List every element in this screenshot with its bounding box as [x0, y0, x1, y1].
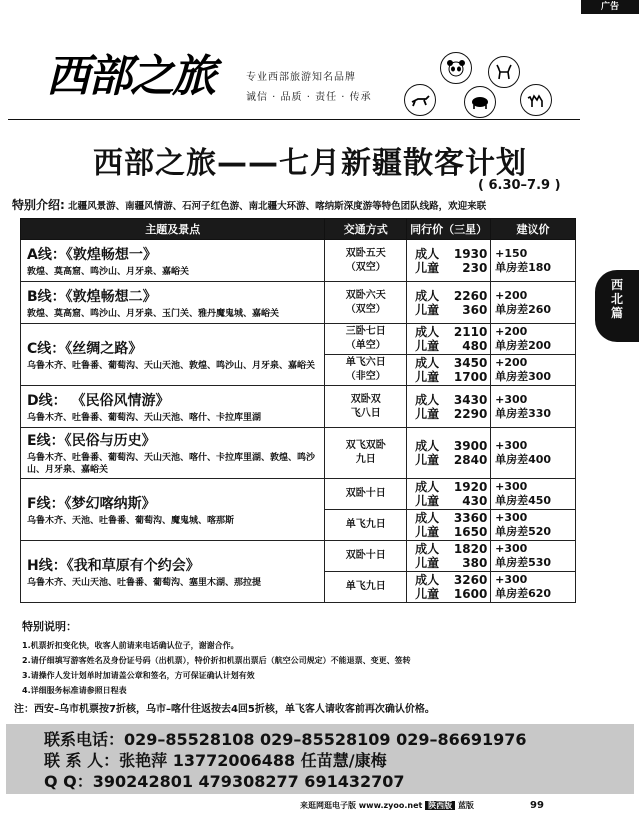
transport-cell: 三卧七日 （单空） — [325, 324, 407, 355]
adult-price: 2110 — [453, 325, 488, 339]
single-room-diff: 单房差520 — [495, 525, 552, 538]
child-price: 2290 — [453, 406, 488, 421]
intro-label: 特别介绍: — [12, 198, 65, 212]
ad-tag: 广告 — [581, 0, 639, 14]
route-title: C线：《丝绸之路》 — [27, 340, 143, 357]
footer-edition-box: 陕西版 — [425, 801, 455, 810]
adult-label: 成人 — [415, 356, 440, 370]
suggested-price-cell — [491, 510, 576, 541]
single-room-diff: 单房差450 — [495, 494, 552, 507]
route-title: E线：《民俗与历史》 — [27, 433, 156, 449]
transport-cell: 双卧十日 — [325, 479, 407, 510]
footer-edition: 蓝版 — [457, 801, 474, 810]
price-cell — [407, 541, 491, 572]
section-tab-label: 西北篇 — [610, 278, 623, 320]
note-item: 1.机票折扣变化快，收客人前请来电话确认位子，谢谢合作。 — [22, 641, 239, 650]
child-label: 儿童 — [415, 370, 440, 384]
transport-cell: 双卧双 飞八日 — [325, 386, 407, 428]
animal-emblems — [400, 52, 578, 118]
child-label: 儿童 — [415, 453, 440, 467]
route-cell — [21, 240, 325, 282]
price-cell — [407, 282, 491, 324]
suggested-price-cell — [491, 282, 576, 324]
single-room-diff: 单房差620 — [495, 587, 552, 600]
route-cell — [21, 428, 325, 479]
child-label: 儿童 — [415, 587, 440, 601]
single-room-diff: 单房差300 — [495, 370, 552, 383]
adult-price: 3450 — [453, 356, 488, 370]
adult-price: 3430 — [453, 392, 488, 407]
suggested-price-cell — [491, 240, 576, 282]
table-row — [21, 282, 576, 324]
route-places: 乌鲁木齐、吐鲁番、葡萄沟、天山天池、喀什、卡拉库里湖、敦煌、鸣沙山、月牙泉、嘉峪关 — [27, 453, 316, 475]
notes-title: 特别说明： — [22, 620, 77, 633]
child-price: 430 — [462, 494, 488, 508]
child-price: 480 — [462, 339, 488, 353]
header-transport: 交通方式 — [325, 219, 407, 240]
price-cell — [407, 510, 491, 541]
route-table — [20, 218, 576, 603]
route-title: D线： 《民俗风情游》 — [27, 392, 170, 409]
route-places: 乌鲁木齐、吐鲁番、葡萄沟、天山天池、喀什、卡拉库里湖 — [27, 412, 262, 423]
suggested-surcharge: +300 — [495, 439, 528, 452]
adult-label: 成人 — [415, 246, 440, 261]
suggested-price-cell — [491, 324, 576, 355]
route-cell — [21, 541, 325, 603]
table-header-row — [21, 219, 576, 240]
panda-icon — [440, 52, 472, 84]
adult-price: 1920 — [453, 480, 488, 494]
transport-cell: 双飞双卧 九日 — [325, 428, 407, 479]
footer-website: 来逛网逛电子版 www.zyoo.net — [300, 801, 423, 810]
note-item: 4.详细服务标准请参照日程表 — [22, 686, 127, 695]
header-peer-price: 同行价（三星） — [407, 219, 491, 240]
contact-box — [6, 724, 634, 794]
transport-cell: 双卧六天 （双空） — [325, 282, 407, 324]
brand-tagline: 专业西部旅游知名品牌 — [246, 72, 356, 83]
price-cell — [407, 355, 491, 386]
contact-qq: Q Q：390242801 479308277 691432707 — [44, 772, 405, 791]
header-suggested-price: 建议价 — [491, 219, 576, 240]
suggested-price-cell — [491, 572, 576, 603]
child-price: 380 — [462, 556, 488, 570]
price-cell — [407, 428, 491, 479]
suggested-surcharge: +300 — [495, 542, 528, 555]
adult-price: 3260 — [453, 573, 488, 587]
single-room-diff: 单房差200 — [495, 339, 552, 352]
note-item: 3.请操作人发计划单时加请盖公章和签名，方可保证确认计划有效 — [22, 671, 255, 680]
route-places: 乌鲁木齐、天池、吐鲁番、葡萄沟、魔鬼城、喀那斯 — [27, 515, 235, 526]
adult-label: 成人 — [415, 392, 440, 407]
transport-cell: 双卧五天 （双空） — [325, 240, 407, 282]
adult-label: 成人 — [415, 542, 440, 556]
child-label: 儿童 — [415, 556, 440, 570]
child-price: 1700 — [453, 370, 488, 384]
child-price: 360 — [462, 302, 488, 317]
route-title: B线：《敦煌畅想二》 — [27, 288, 157, 305]
route-places: 乌鲁木齐、天山天池、吐鲁番、葡萄沟、塞里木湖、那拉提 — [27, 577, 262, 588]
price-note: 注：西安–乌市机票按7折核，乌市–喀什往返按去4回5折核，单飞客人请收客前再次确认价格。 — [14, 704, 435, 715]
notes-section — [22, 618, 582, 698]
intro-text: 北疆风景游、南疆风情游、石河子红色游、南北疆大环游、喀纳斯深度游等特色团队线路，欢迎来联 — [68, 201, 487, 212]
child-label: 儿童 — [415, 339, 440, 353]
price-cell — [407, 324, 491, 355]
route-cell — [21, 282, 325, 324]
route-title: F线：《梦幻喀纳斯》 — [27, 495, 156, 512]
table-row — [21, 240, 576, 282]
brand-slogan: 诚信 · 品质 · 责任 · 传承 — [246, 92, 372, 103]
child-price: 1650 — [453, 525, 488, 539]
brand-header — [8, 12, 580, 120]
route-title: H线：《我和草原有个约会》 — [27, 557, 200, 574]
suggested-surcharge: +200 — [495, 325, 528, 338]
single-room-diff: 单房差400 — [495, 453, 552, 466]
suggested-surcharge: +300 — [495, 511, 528, 524]
child-label: 儿童 — [415, 406, 440, 421]
route-cell — [21, 386, 325, 428]
suggested-surcharge: +200 — [495, 288, 528, 302]
adult-price: 1820 — [453, 542, 488, 556]
camel-icon — [520, 84, 552, 116]
adult-label: 成人 — [415, 325, 440, 339]
price-cell — [407, 240, 491, 282]
transport-cell: 单飞六日 （非空） — [325, 355, 407, 386]
child-price: 1600 — [453, 587, 488, 601]
brand-logo: 西部之旅 — [46, 51, 214, 102]
suggested-surcharge: +150 — [495, 246, 528, 260]
route-places: 乌鲁木齐、吐鲁番、葡萄沟、天山天池、敦煌、鸣沙山、月牙泉、嘉峪关 — [27, 360, 316, 371]
contact-person: 联 系 人：张艳萍 13772006488 任苗慧/康梅 — [44, 751, 387, 770]
table-row — [21, 479, 576, 510]
child-price: 230 — [462, 260, 488, 275]
page-title: 西部之旅——七月新疆散客计划 — [93, 146, 527, 181]
date-range: ( 6.30–7.9 ) — [478, 178, 561, 193]
table-row — [21, 541, 576, 572]
suggested-price-cell — [491, 541, 576, 572]
route-cell — [21, 479, 325, 541]
adult-price: 1930 — [453, 246, 488, 261]
price-cell — [407, 386, 491, 428]
suggested-surcharge: +300 — [495, 392, 528, 406]
single-room-diff: 单房差530 — [495, 556, 552, 569]
single-room-diff: 单房差260 — [495, 302, 552, 316]
table-row — [21, 386, 576, 428]
transport-cell: 单飞九日 — [325, 572, 407, 603]
adult-label: 成人 — [415, 288, 440, 303]
intro-line — [12, 196, 582, 213]
suggested-price-cell — [491, 386, 576, 428]
route-places: 敦煌、莫高窟、鸣沙山、月牙泉、嘉峪关 — [27, 266, 190, 277]
child-label: 儿童 — [415, 494, 440, 508]
table-row — [21, 324, 576, 355]
dog-icon — [404, 84, 436, 116]
adult-label: 成人 — [415, 511, 440, 525]
price-cell — [407, 479, 491, 510]
single-room-diff: 单房差180 — [495, 260, 552, 274]
suggested-price-cell — [491, 355, 576, 386]
transport-cell: 双卧十日 — [325, 541, 407, 572]
table-row — [21, 428, 576, 479]
suggested-price-cell — [491, 479, 576, 510]
adult-price: 2260 — [453, 288, 488, 303]
note-item: 2.请仔细填写游客姓名及身份证号码（出机票），特价折扣机票出票后（航空公司规定）不能退票、变更、签转 — [22, 656, 411, 665]
child-label: 儿童 — [415, 302, 440, 317]
child-label: 儿童 — [415, 260, 440, 275]
child-label: 儿童 — [415, 525, 440, 539]
contact-phone: 联系电话：029–85528108 029–85528109 029–86691976 — [44, 730, 527, 749]
route-places: 敦煌、莫高窟、鸣沙山、月牙泉、玉门关、雅丹魔鬼城、嘉峪关 — [27, 308, 280, 319]
adult-label: 成人 — [415, 439, 440, 453]
page-number: 99 — [530, 800, 544, 811]
child-price: 2840 — [453, 453, 488, 467]
suggested-surcharge: +200 — [495, 356, 528, 369]
suggested-surcharge: +300 — [495, 573, 528, 586]
transport-cell: 单飞九日 — [325, 510, 407, 541]
footer — [300, 800, 474, 811]
adult-price: 3360 — [453, 511, 488, 525]
route-title: A线：《敦煌畅想一》 — [27, 246, 157, 263]
bison-icon — [464, 86, 496, 118]
route-cell — [21, 324, 325, 386]
section-tab — [595, 270, 639, 342]
adult-label: 成人 — [415, 573, 440, 587]
header-route: 主题及景点 — [21, 219, 325, 240]
suggested-price-cell — [491, 428, 576, 479]
price-cell — [407, 572, 491, 603]
adult-price: 3900 — [453, 439, 488, 453]
suggested-surcharge: +300 — [495, 480, 528, 493]
adult-label: 成人 — [415, 480, 440, 494]
deer-icon — [488, 56, 520, 88]
single-room-diff: 单房差330 — [495, 406, 552, 420]
